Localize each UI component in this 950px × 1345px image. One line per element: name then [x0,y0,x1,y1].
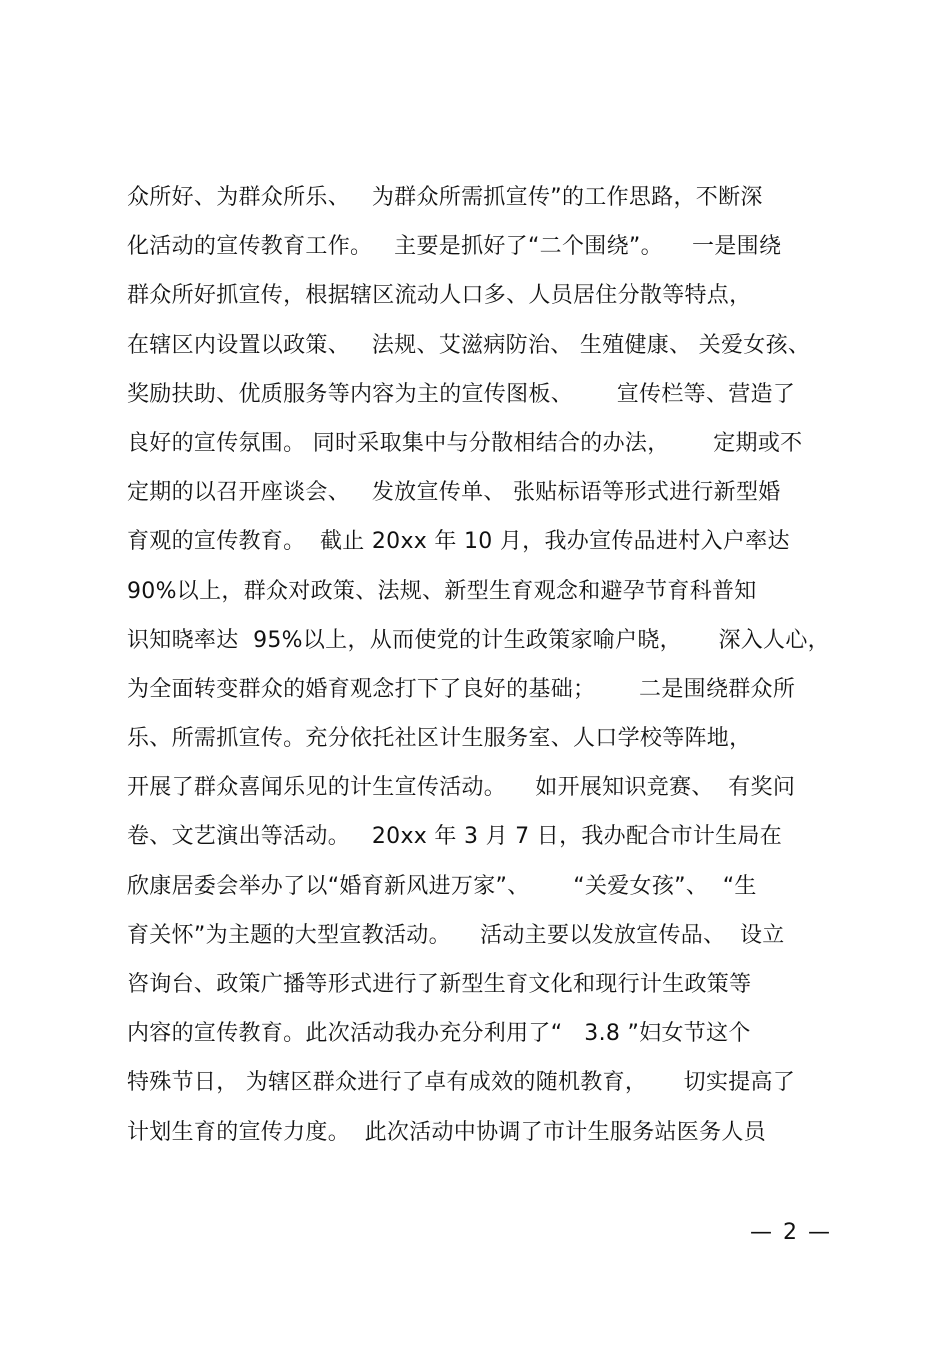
text-line: 在辖区内设置以政策、 法规、艾滋病防治、 生殖健康、 关爱女孩、 [127,332,811,358]
text-line: 群众所好抓宣传，根据辖区流动人口多、人员居住分散等特点， [127,283,752,309]
text-line: 欣康居委会举办了以“婚育新风进万家”、 “关爱女孩”、 “生 [127,873,757,899]
text-line: 奖励扶助、优质服务等内容为主的宣传图板、 宣传栏等、营造了 [127,381,796,407]
text-line: 内容的宣传教育。此次活动我办充分利用了“ 3.8 ”妇女节这个 [127,1021,751,1047]
page-number: — 2 — [750,1220,832,1245]
text-line: 卷、文艺演出等活动。 20xx 年 3 月 7 日，我办配合市计生局在 [127,824,783,850]
text-line: 开展了群众喜闻乐见的计生宣传活动。 如开展知识竞赛、 有奖问 [127,775,796,801]
text-line: 90%以上，群众对政策、法规、新型生育观念和避孕节育科普知 [127,578,757,604]
text-line: 化活动的宣传教育工作。 主要是抓好了“二个围绕”。 一是围绕 [127,234,782,260]
text-line: 育关怀”为主题的大型宣教活动。 活动主要以发放宣传品、 设立 [127,922,785,948]
text-line: 特殊节日， 为辖区群众进行了卓有成效的随机教育， 切实提高了 [127,1070,796,1096]
text-line: 为全面转变群众的婚育观念打下了良好的基础； 二是围绕群众所 [127,676,796,702]
text-line: 乐、所需抓宣传。充分依托社区计生服务室、人口学校等阵地， [127,726,752,752]
body-text [127,173,847,1157]
text-line: 众所好、为群众所乐、 为群众所需抓宣传”的工作思路，不断深 [127,185,763,210]
text-line: 定期的以召开座谈会、 发放宣传单、 张贴标语等形式进行新型婚 [127,480,781,506]
text-line: 识知晓率达 95%以上，从而使党的计生政策家喻户晓， 深入人心， [127,627,830,653]
text-line: 计划生育的宣传力度。 此次活动中协调了市计生服务站医务人员 [127,1119,766,1145]
text-line: 良好的宣传氛围。 同时采取集中与分散相结合的办法， 定期或不 [127,430,803,456]
text-line: 咨询台、政策广播等形式进行了新型生育文化和现行计生政策等 [127,972,752,997]
text-line: 育观的宣传教育。 截止 20xx 年 10 月，我办宣传品进村入户率达 [127,529,790,555]
